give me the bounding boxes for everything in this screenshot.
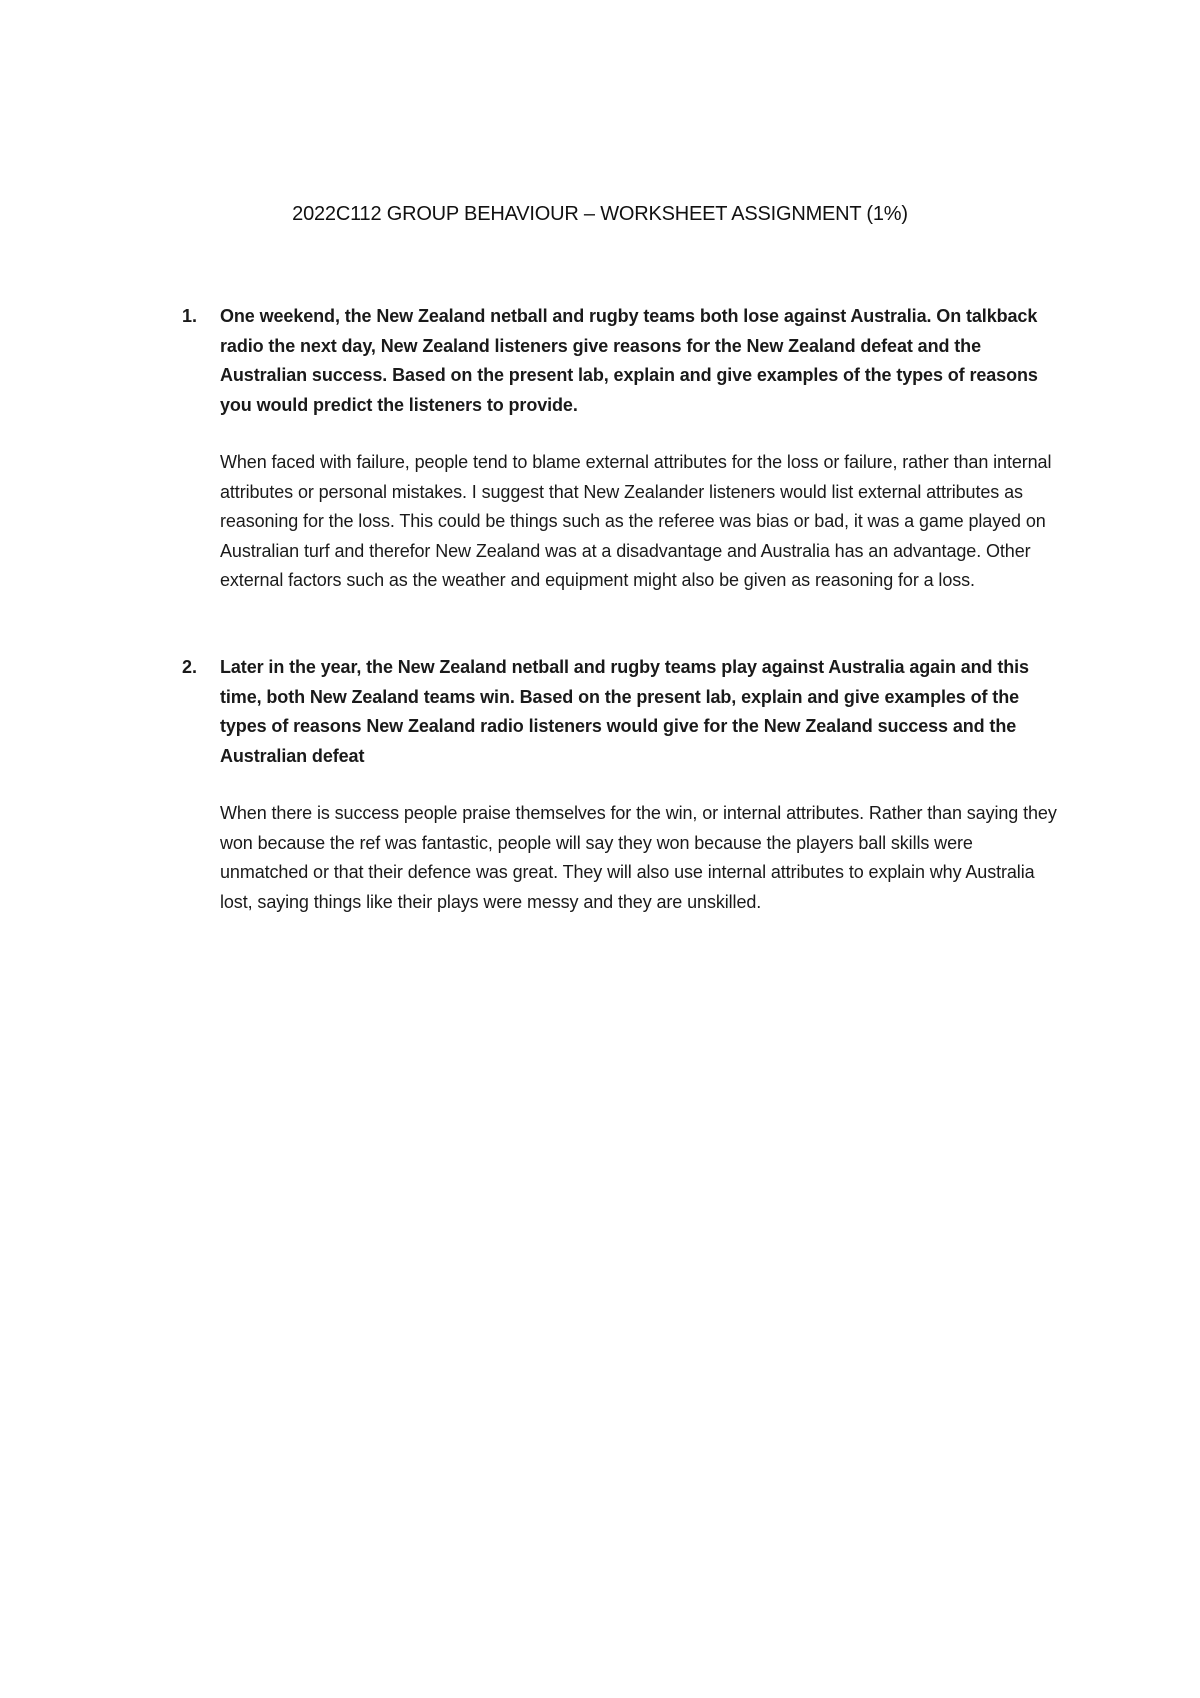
- question-text-1: One weekend, the New Zealand netball and rugby teams both lose against Australia. On talkback radio the next day, New Zealand listeners give reasons for the New Zealand defeat and the Australian success. Based on the present lab, explain and give examples of the types of reasons you would predict the listeners to provide.: [220, 306, 1038, 415]
- answer-text-2: When there is success people praise themselves for the win, or internal attributes. Rather than saying they won because the ref was fantastic, people will say they won because the players ball skills were unmatched or that their defence was great. They will also use internal attributes to explain why Australia lost, saying things like their plays were messy and they are unskilled.: [220, 803, 1057, 912]
- question-text-2: Later in the year, the New Zealand netball and rugby teams play against Australia again and this time, both New Zealand teams win. Based on the present lab, explain and give examples of the types of reasons New Zealand radio listeners would give for the New Zealand success and the Australian defeat: [220, 657, 1029, 766]
- question-item-1: [182, 302, 1062, 596]
- question-item-2: [182, 653, 1062, 917]
- question-number-1: 1.: [182, 306, 198, 326]
- answer-text-1: When faced with failure, people tend to blame external attributes for the loss or failure, rather than internal attributes or personal mistakes. I suggest that New Zealander listeners would list external attributes as reasoning for the loss. This could be things such as the referee was bias or bad, it was a game played on Australian turf and therefor New Zealand was at a disadvantage and Australia has an advantage. Other external factors such as the weather and equipment might also be given as reasoning for a loss.: [220, 452, 1052, 590]
- question-number-2: 2.: [182, 657, 198, 677]
- document-title: 2022C112 GROUP BEHAVIOUR – WORKSHEET ASSIGNMENT (1%): [292, 203, 908, 225]
